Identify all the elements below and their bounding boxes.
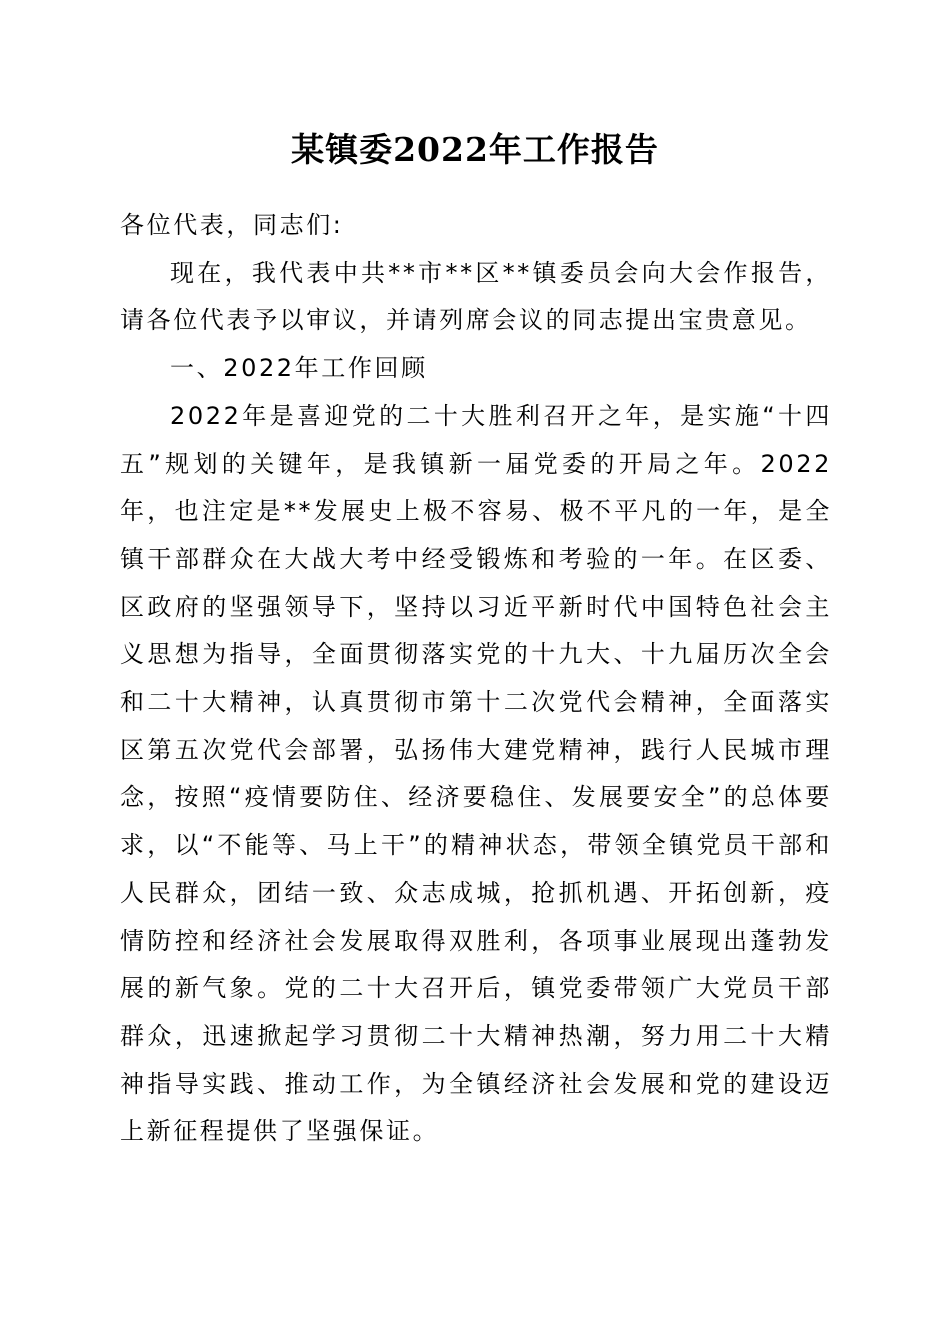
document-body xyxy=(120,202,832,1156)
section-heading: 一、2022年工作回顾 xyxy=(170,354,428,383)
salutation: 各位代表，同志们: xyxy=(120,211,344,239)
document-title: 某镇委2022年工作报告 xyxy=(291,130,659,169)
intro-paragraph: 现在，我代表中共**市**区**镇委员会向大会作报告，请各位代表予以审议，并请列席会议的同志提出宝贵意见。 xyxy=(120,258,832,335)
body-paragraph: 2022年是喜迎党的二十大胜利召开之年，是实施“十四五”规划的关键年，是我镇新一届党委的开局之年。2022年，也注定是**发展史上极不容易、极不平凡的一年，是全镇干部群众在大战大考中经受锻炼和考验的一年。在区委、区政府的坚强领导下，坚持以习近平新时代中国特色社会主义思想为指导，全面贯彻落实党的十九大、十九届历次全会和二十大精神，认真贯彻市第十二次党代会精神，全面落实区第五次党代会部署，弘扬伟大建党精神，践行人民城市理念，按照“疫情要防住、经济要稳住、发展要安全”的总体要求，以“不能等、马上干”的精神状态，带领全镇党员干部和人民群众，团结一致、众志成城，抢抓机遇、开拓创新，疫情防控和经济社会发展取得双胜利，各项事业展现出蓬勃发展的新气象。党的二十大召开后，镇党委带领广大党员干部群众，迅速掀起学习贯彻二十大精神热潮，努力用二十大精神指导实践、推动工作，为全镇经济社会发展和党的建设迈上新征程提供了坚强保证。 xyxy=(120,401,832,1146)
